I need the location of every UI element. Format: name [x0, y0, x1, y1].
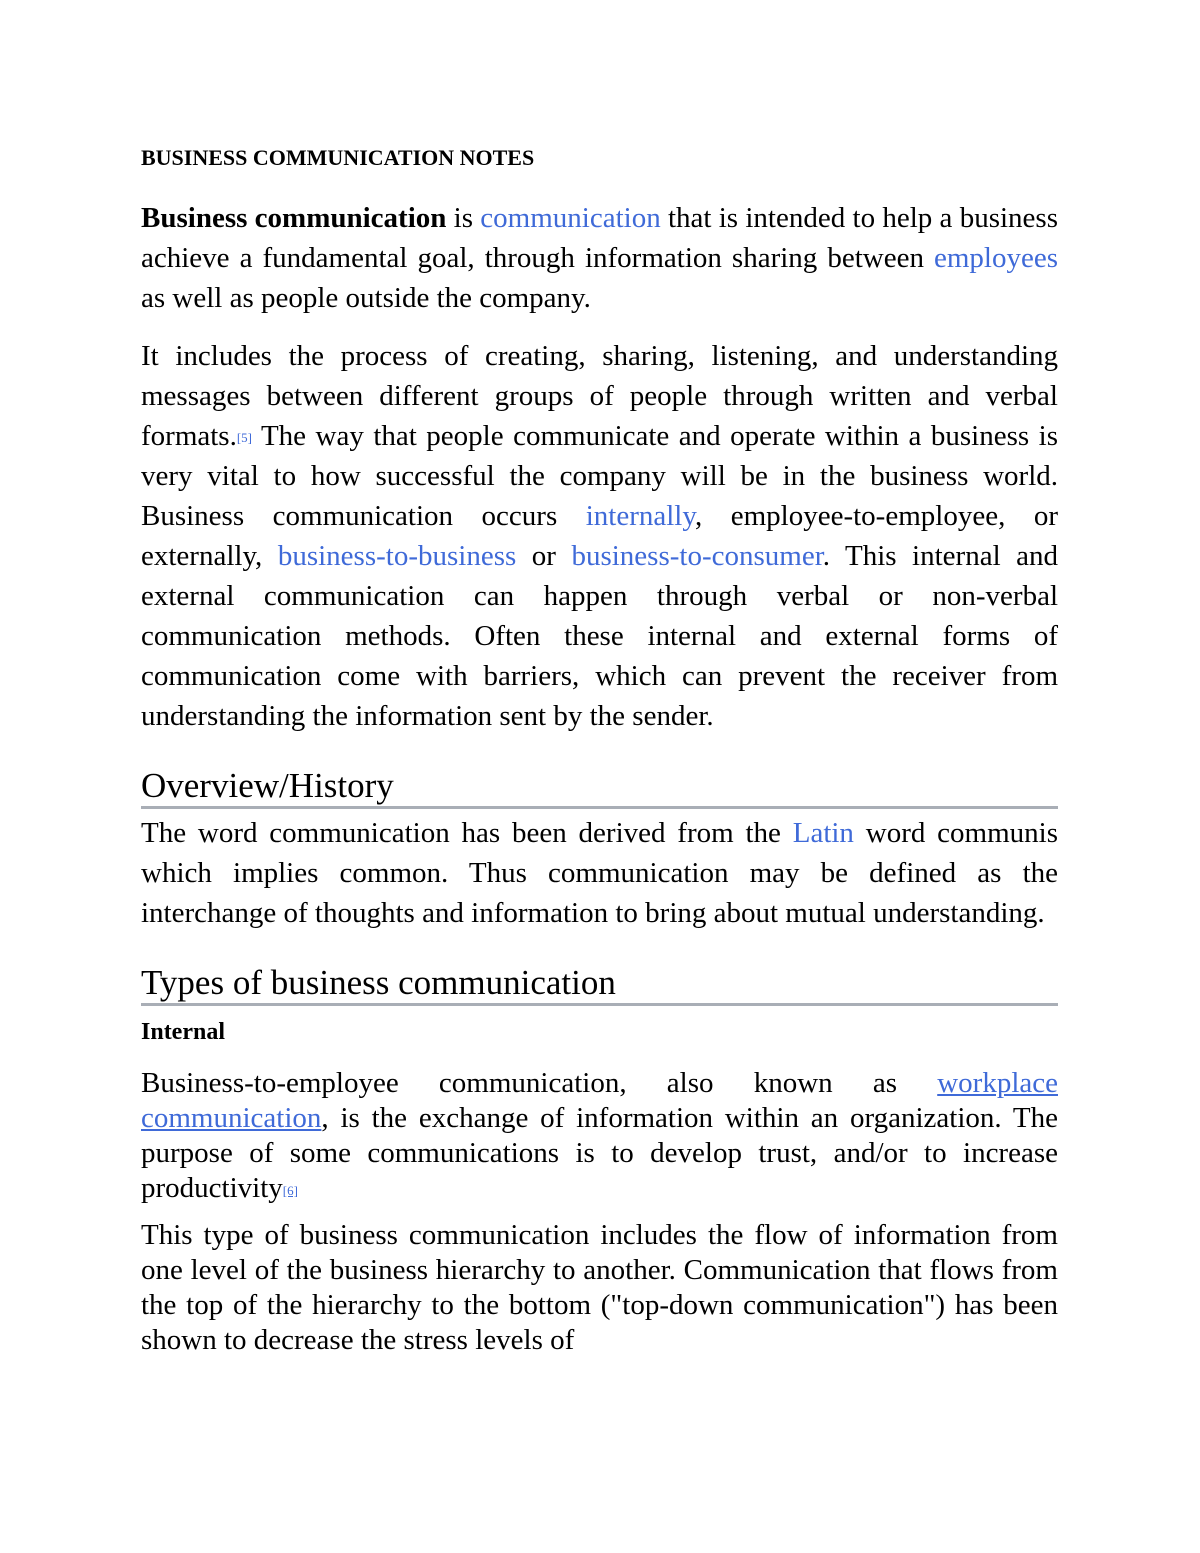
link-employees[interactable]: employees — [933, 242, 1058, 274]
link-business-to-consumer[interactable]: business-to-consumer — [571, 540, 823, 572]
link-latin[interactable]: Latin — [792, 817, 854, 849]
intro-text-3: as well as people outside the company. — [141, 282, 591, 314]
internal-paragraph-1 — [141, 1066, 1058, 1206]
heading-types-of-business-communication: Types of business communication — [141, 963, 1058, 1006]
process-text-5: . This internal and external communication can happen through verbal or non-verbal communication methods. Often these internal and external forms of communication come with barriers, which can prevent the receiver from understanding the information sent by the sender. — [141, 540, 1059, 732]
process-text-3: , employee-to-employee, or externally, — [141, 500, 1058, 572]
process-text-1: It includes the process of creating, sharing, listening, and understanding messages between different groups of people through written and verbal formats. — [141, 340, 1058, 452]
link-internally[interactable]: internally — [585, 500, 695, 532]
intro-text-1: is — [446, 202, 481, 234]
subheading-internal: Internal — [141, 1019, 225, 1045]
overview-paragraph — [141, 813, 1058, 933]
internal-paragraph-2: This type of business communication includes the flow of information from one level of the business hierarchy to another. Communication that flows from the top of the hierarchy to the bottom ("top-down communication") has been shown to decrease the stress levels of — [141, 1219, 1058, 1356]
link-communication[interactable]: communication — [480, 202, 661, 234]
document-title: BUSINESS COMMUNICATION NOTES — [141, 145, 535, 170]
intro-text-2: that is intended to help a business achieve a fundamental goal, through information sharing between — [141, 202, 1058, 274]
process-text-2: The way that people communicate and operate within a business is very vital to how successful the company will be in the business world. Business communication occurs — [141, 420, 1058, 532]
intro-paragraph — [141, 198, 1058, 318]
heading-overview-history: Overview/History — [141, 766, 1058, 809]
overview-text-2: word communis which implies common. Thus communication may be defined as the interchange of thoughts and information to bring about mutual understanding. — [141, 817, 1058, 929]
internal-text-2: , is the exchange of information within an organization. The purpose of some communications is to develop trust, and/or to increase productivity — [141, 1102, 1058, 1204]
process-text-4: or — [516, 540, 572, 572]
document-content — [141, 140, 1058, 1370]
link-business-to-business[interactable]: business-to-business — [277, 540, 517, 572]
overview-text-1: The word communication has been derived from the — [141, 817, 793, 849]
reference-5-link[interactable]: [5] — [236, 430, 253, 445]
reference-6-link[interactable]: [6] — [282, 1183, 298, 1198]
intro-bold-term: Business communication — [141, 202, 447, 234]
link-workplace-communication[interactable]: workplace communication — [141, 1067, 1058, 1134]
process-paragraph — [141, 336, 1058, 736]
internal-text-1: Business-to-employee communication, also known as — [141, 1067, 938, 1099]
